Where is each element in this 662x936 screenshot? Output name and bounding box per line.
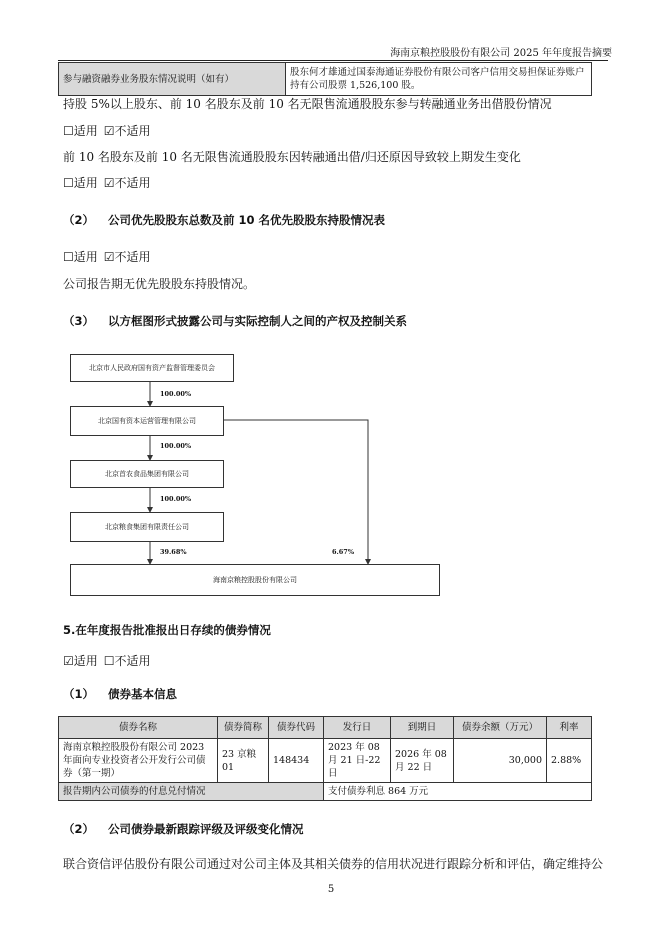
lending-options [63,122,157,139]
rating-heading-title: 公司债券最新跟踪评级及评级变化情况 [108,822,304,836]
bond-rate: 2.88% [547,739,592,783]
bond-info-heading-number: （1） [63,687,95,701]
box-shounong: 北京首农食品集团有限公司 [70,460,224,488]
col-name: 债券名称 [59,717,218,739]
margin-trading-table [58,62,592,96]
rating-text: 联合资信评估股份有限公司通过对公司主体及其相关债券的信用状况进行跟踪分析和评估，确定维持公 [63,857,604,871]
preferred-heading-number: （2） [63,213,95,227]
control-heading-number: （3） [63,314,95,328]
control-heading-title: 以方框图形式披露公司与实际控制人之间的产权及控制关系 [108,314,408,328]
preferred-heading [63,212,385,228]
option-not-applicable: ☑不适用 [103,250,151,264]
report-header: 海南京粮控股股份有限公司 2025 年年度报告摘要 [390,48,612,59]
bond-maturity: 2026 年 08 月 22 日 [391,739,454,783]
col-rate: 利率 [547,717,592,739]
bond-name: 海南京粮控股股份有限公司 2023 年面向专业投资者公开发行公司债券（第一期） [59,739,218,783]
preferred-text: 公司报告期无优先股股东持股情况。 [63,277,256,291]
ownership-diagram [62,340,602,602]
option-applicable: ☐适用 [63,124,98,138]
bond-short: 23 京粮 01 [218,739,269,783]
option-not-applicable: ☐不适用 [103,654,151,668]
bond-balance: 30,000 [454,739,547,783]
arrow-5 [222,420,368,564]
col-issue: 发行日 [324,717,391,739]
rating-heading-number: （2） [63,822,95,836]
pct-beijing-grain: 39.68% [160,548,187,556]
bonds-options [63,652,157,669]
pct-direct: 6.67% [332,548,355,556]
bond-info-heading-title: 债券基本信息 [108,687,178,701]
table-row [59,739,592,783]
box-beijing-grain: 北京粮食集团有限责任公司 [70,512,224,542]
bond-issue-date: 2023 年 08 月 21 日-22 日 [324,739,391,783]
option-applicable: ☑适用 [63,654,98,668]
col-maturity: 到期日 [391,717,454,739]
option-applicable: ☐适用 [63,250,98,264]
preferred-options [63,248,157,265]
col-code: 债券代码 [269,717,324,739]
option-not-applicable: ☑不适用 [103,124,151,138]
pct-capital-operation: 100.00% [160,442,192,450]
bond-code: 148434 [269,739,324,783]
change-options [63,174,157,191]
margin-trading-value: 股东何才雄通过国泰海通证券股份有限公司客户信用交易担保证券账户持有公司股票 1,526,100 股。 [286,63,592,96]
bond-table-header [59,717,592,739]
col-short: 债券简称 [218,717,269,739]
payment-label: 报告期内公司债券的付息兑付情况 [59,783,324,801]
bond-table [58,716,592,801]
bond-info-heading [63,686,177,702]
col-balance: 债券余额（万元） [454,717,547,739]
rating-heading [63,821,304,837]
control-heading [63,313,407,329]
margin-trading-label: 参与融资融券业务股东情况说明（如有） [59,63,286,96]
payment-value: 支付债券利息 864 万元 [324,783,592,801]
preferred-heading-title: 公司优先股股东总数及前 10 名优先股股东持股情况表 [108,213,386,227]
lending-text: 持股 5%以上股东、前 10 名股东及前 10 名无限售流通股股东参与转融通业务出借股份情况 [63,97,552,111]
pct-sasac: 100.00% [160,390,192,398]
box-sasac: 北京市人民政府国有资产监督管理委员会 [70,354,234,382]
box-company: 海南京粮控股股份有限公司 [70,564,440,596]
change-text: 前 10 名股东及前 10 名无限售流通股股东因转融通出借/归还原因导致较上期发生变化 [63,150,521,164]
box-capital-operation: 北京国有资本运营管理有限公司 [70,406,224,436]
bonds-heading: 5.在年度报告批准报出日存续的债券情况 [63,623,271,637]
option-not-applicable: ☑不适用 [103,176,151,190]
pct-shounong: 100.00% [160,495,192,503]
header-divider [58,60,608,61]
option-applicable: ☐适用 [63,176,98,190]
page-number: 5 [327,884,335,895]
table-row [59,783,592,801]
